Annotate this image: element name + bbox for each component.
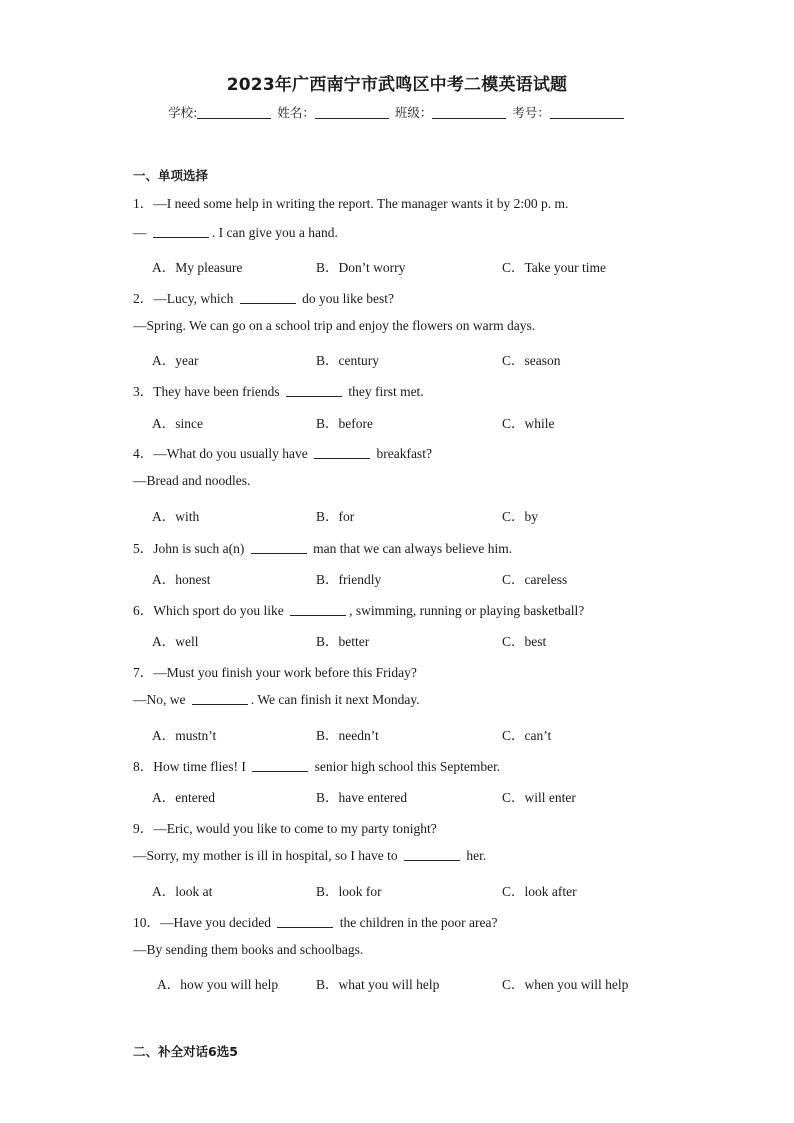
school-label: 学校: [168,105,198,120]
exam-number-blank [550,106,624,119]
answer-blank [404,848,460,861]
class-label: 班级： [394,105,433,120]
question-10-line-1 [133,911,498,931]
question-8-option-c: C．will enter [502,790,576,805]
question-9-line-1 [133,817,437,837]
answer-blank [286,384,342,397]
question-text: 4．—What do you usually have [133,446,312,461]
question-9-option-c: C．look after [502,884,577,899]
question-10-option-a: A．how you will help [157,977,279,992]
question-text: 2．—Lucy, which [133,291,237,306]
question-text: 7．—Must you finish your work before this Friday? [133,665,417,680]
question-text: 3．They have been friends [133,384,283,399]
page-title: 2023年广西南宁市武鸣区中考二模英语试题 [226,75,568,95]
question-1-option-a: A．My pleasure [152,260,243,275]
question-2-line-2 [133,318,535,334]
question-4-option-a: A．with [152,509,200,524]
question-text: . I can give you a hand. [211,225,338,240]
question-5-option-b: B．friendly [316,572,382,587]
question-10-option-b: B．what you will help [316,977,440,992]
name-label: 姓名： [277,105,315,120]
question-9-line-2 [133,848,486,864]
question-7-option-b: B．needn’t [316,728,379,743]
answer-blank [314,446,370,459]
question-5-option-a: A．honest [152,572,211,587]
question-text: her. [462,848,487,863]
question-6-option-c: C．best [502,634,547,649]
name-blank [315,106,389,119]
question-7-line-1 [133,661,417,681]
question-3-option-b: B．before [316,416,373,431]
question-7-option-a: A．mustn’t [152,728,217,743]
question-text: —Bread and noodles. [133,473,251,488]
question-10-option-c: C．when you will help [502,977,629,992]
question-2-line-1 [133,287,394,307]
question-text: senior high school this September. [311,759,501,774]
question-5-line-1 [133,537,512,557]
section-heading-multiple-choice: 一、单项选择 [133,168,209,183]
question-4-line-1 [133,442,432,462]
question-text: 10．—Have you decided [133,915,275,930]
question-2-option-a: A．year [152,353,199,368]
answer-blank [252,759,308,772]
exam-number-label: 考号： [512,105,550,120]
question-8-line-1 [133,755,500,775]
student-info-row [0,103,794,121]
question-text: 1．—I need some help in writing the report. The manager wants it by 2:00 p. m. [133,196,569,211]
answer-blank [192,692,248,705]
question-text: 6．Which sport do you like [133,603,288,618]
question-9-option-b: B．look for [316,884,382,899]
question-7-option-c: C．can’t [502,728,552,743]
question-10-line-2 [133,942,363,958]
question-2-option-b: B．century [316,353,379,368]
school-blank [197,106,271,119]
question-1-line-2 [133,225,338,241]
question-2-option-c: C．season [502,353,561,368]
answer-blank [277,915,333,928]
question-text: . We can finish it next Monday. [250,692,420,707]
question-5-option-c: C．careless [502,572,568,587]
question-text: , swimming, running or playing basketball? [349,603,585,618]
answer-blank [251,541,307,554]
question-text: —No, we [133,692,189,707]
question-1-option-c: C．Take your time [502,260,607,275]
answer-blank [290,603,346,616]
answer-blank [240,291,296,304]
question-text: man that we can always believe him. [309,541,513,556]
question-4-option-b: B．for [316,509,355,524]
question-3-option-a: A．since [152,416,203,431]
question-8-option-a: A．entered [152,790,215,805]
question-text: 8．How time flies! I [133,759,250,774]
question-3-line-1 [133,380,424,400]
question-7-line-2 [133,692,420,708]
question-text: they first met. [344,384,424,399]
question-text: 5．John is such a(n) [133,541,248,556]
question-4-option-c: C．by [502,509,539,524]
question-3-option-c: C．while [502,416,555,431]
question-4-line-2 [133,473,250,489]
question-text: breakfast? [373,446,432,461]
question-6-line-1 [133,599,584,619]
answer-blank [153,225,209,238]
question-6-option-b: B．better [316,634,370,649]
question-1-line-1 [133,192,568,212]
question-text: — [133,225,150,240]
question-text: do you like best? [298,291,394,306]
question-text: —Sorry, my mother is ill in hospital, so I have to [133,848,401,863]
question-text: the children in the poor area? [336,915,498,930]
class-blank [432,106,506,119]
section-heading-dialogue: 二、补全对话6选5 [133,1044,238,1059]
question-9-option-a: A．look at [152,884,213,899]
question-1-option-b: B．Don’t worry [316,260,406,275]
question-6-option-a: A．well [152,634,199,649]
question-text: 9．—Eric, would you like to come to my party tonight? [133,821,437,836]
question-text: —By sending them books and schoolbags. [133,942,364,957]
question-8-option-b: B．have entered [316,790,408,805]
question-text: —Spring. We can go on a school trip and enjoy the flowers on warm days. [133,318,536,333]
